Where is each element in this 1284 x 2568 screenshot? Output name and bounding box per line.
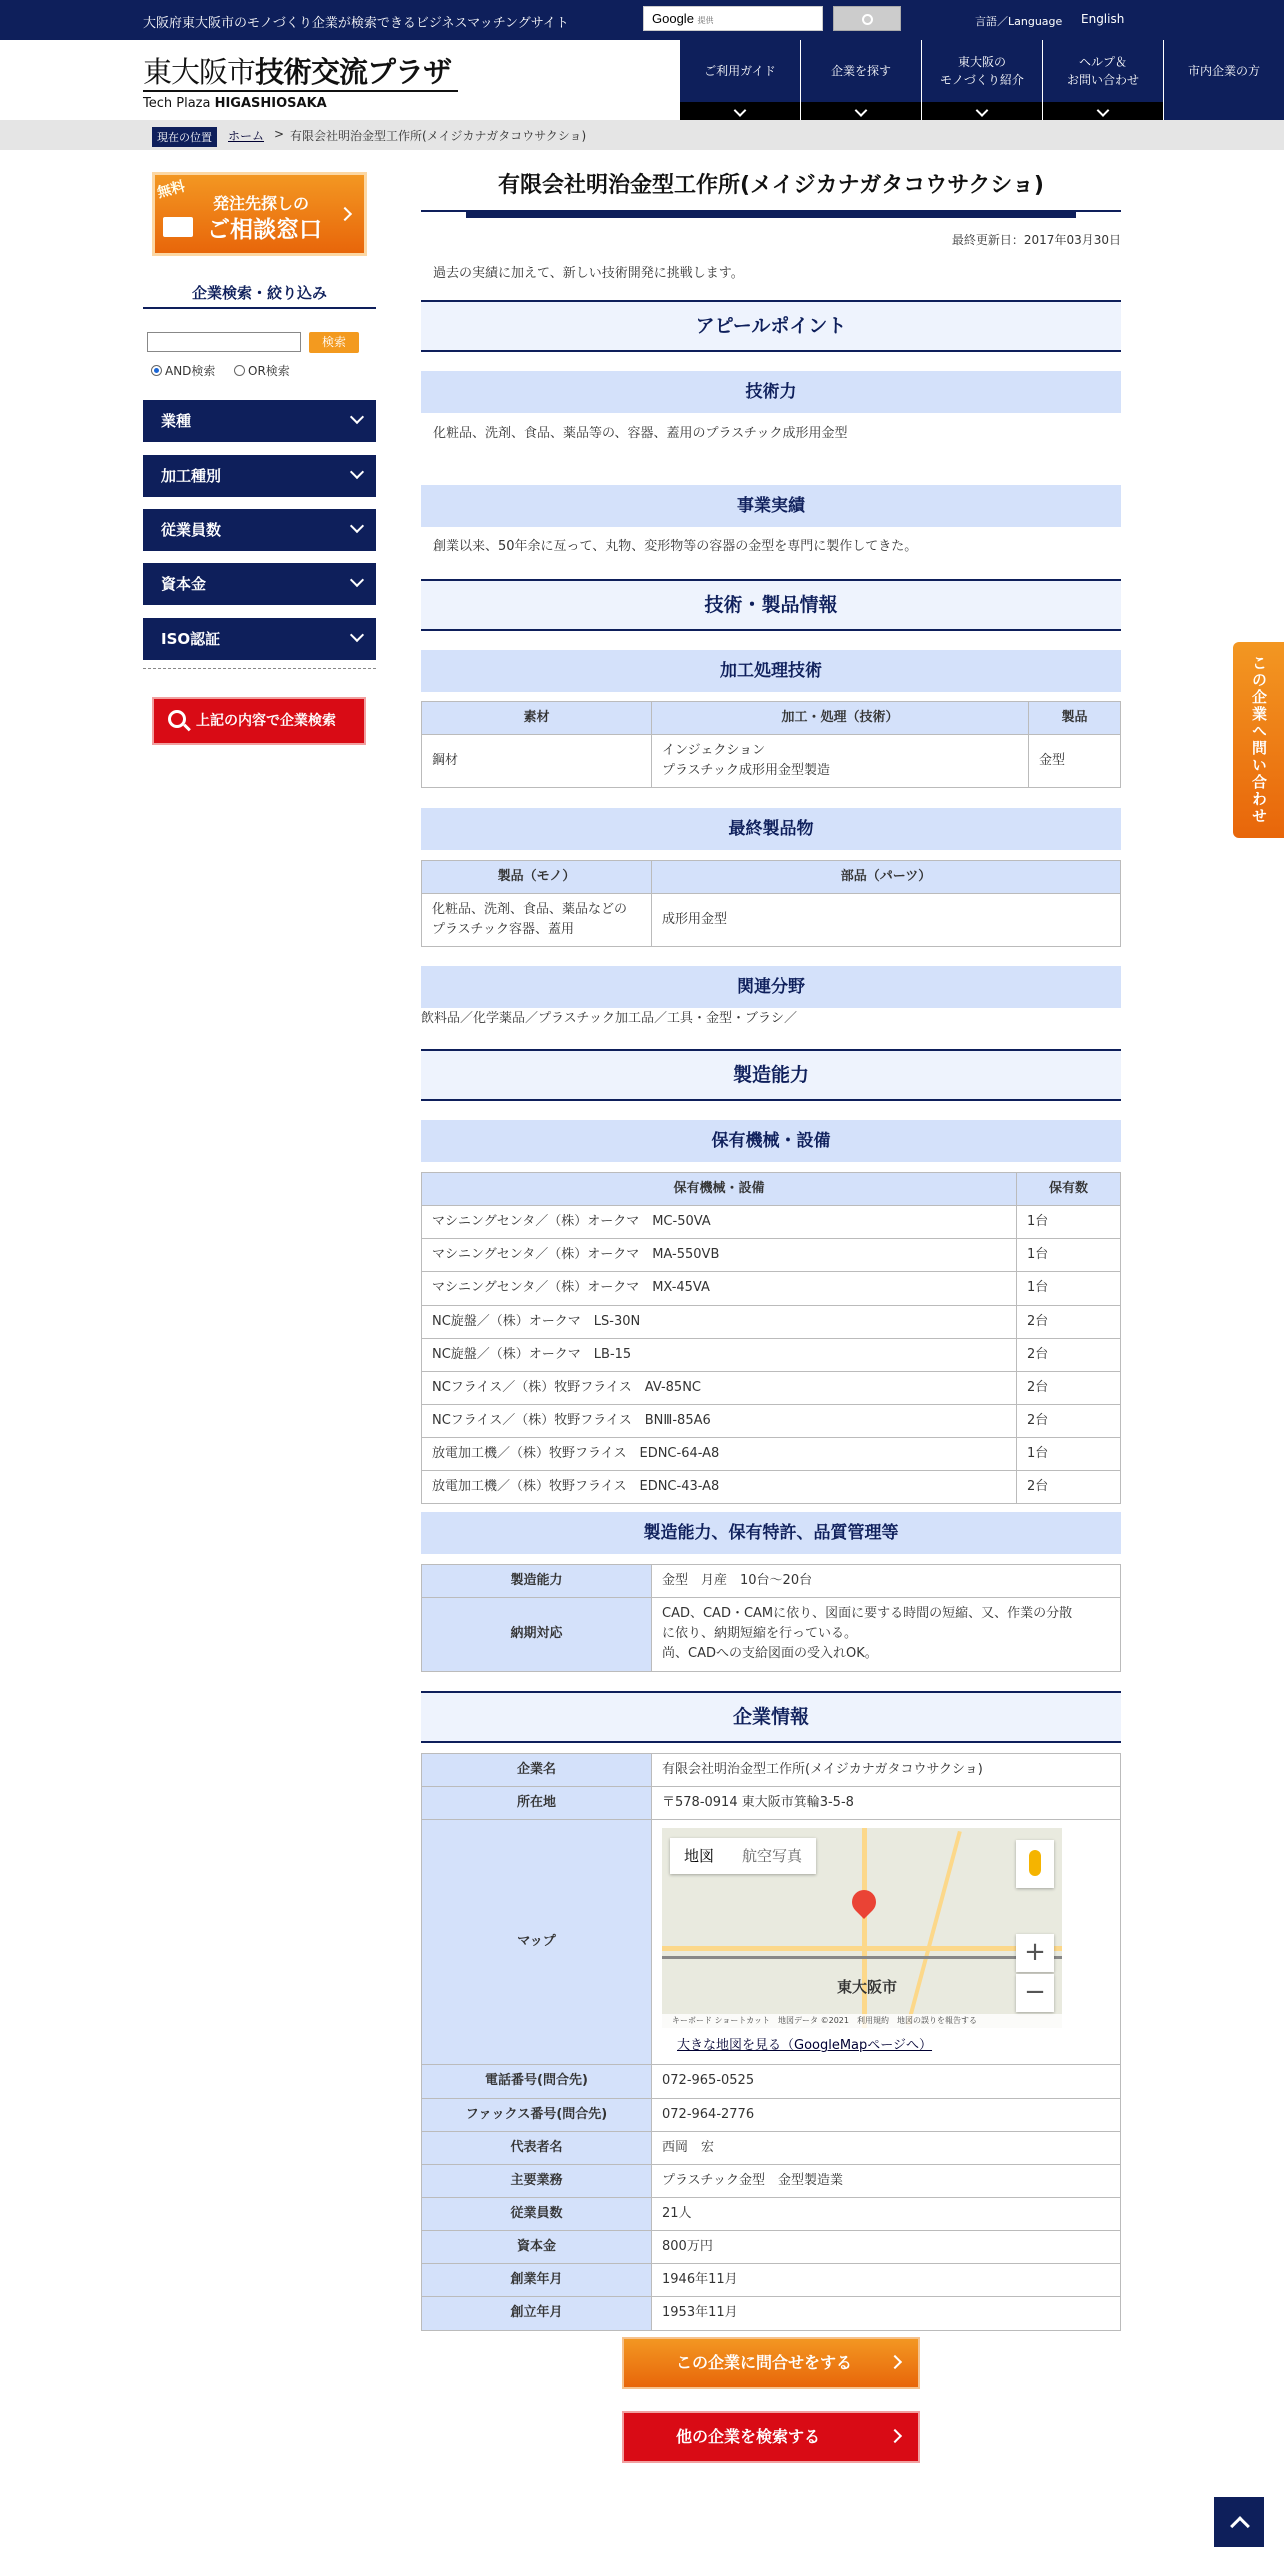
chevron-down-icon xyxy=(350,573,364,587)
breadcrumb-here-badge: 現在の位置 xyxy=(152,127,217,147)
logo-main: 技術交流プラザ xyxy=(255,55,452,89)
title-bar xyxy=(466,212,1076,218)
final-product-line2: プラスチック容器、蓋用 xyxy=(432,922,574,938)
global-nav xyxy=(680,40,1284,120)
process-line2: プラスチック成形用金型製造 xyxy=(662,763,830,779)
radio-or-dot[interactable] xyxy=(234,365,245,376)
equipment-name: マシニングセンタ／（株）オークマ MC-50VA xyxy=(422,1206,1017,1239)
table-row xyxy=(422,1272,1121,1305)
logo-prefix: 東大阪市 xyxy=(143,55,256,89)
table-header-row xyxy=(422,1173,1121,1206)
table-row xyxy=(422,2164,1121,2197)
filter-iso-label: ISO認証 xyxy=(161,630,221,648)
cell-parts: 成形用金型 xyxy=(652,894,1121,947)
final-product-line1: 化粧品、洗剤、食品、薬品などの xyxy=(432,902,628,918)
fax-label: ファックス番号(問合先) xyxy=(422,2098,652,2131)
filter-capital[interactable] xyxy=(143,563,376,605)
cell-final-product xyxy=(422,894,652,947)
equipment-count: 2台 xyxy=(1017,1338,1121,1371)
back-to-top-button[interactable] xyxy=(1214,2497,1264,2547)
radio-or[interactable] xyxy=(234,362,290,379)
map-cell xyxy=(652,1820,1121,2065)
equipment-count: 1台 xyxy=(1017,1206,1121,1239)
logo-en-prefix: Tech Plaza xyxy=(143,96,215,111)
fax: 072-964-2776 xyxy=(652,2098,1121,2131)
subsection-tech: 技術力 xyxy=(421,371,1121,413)
nav-monozukuri[interactable] xyxy=(921,40,1042,120)
top-bar xyxy=(0,0,1284,40)
breadcrumb-home-link[interactable]: ホーム xyxy=(228,129,265,143)
google-label: Google xyxy=(652,11,694,26)
th-parts: 部品（パーツ） xyxy=(652,861,1121,894)
chevron-down-icon xyxy=(350,519,364,533)
table-header-row xyxy=(422,861,1121,894)
th-product: 製品 xyxy=(1029,702,1121,735)
table-row xyxy=(422,1305,1121,1338)
map-tab-map[interactable]: 地図 xyxy=(684,1847,715,1866)
cell-product: 金型 xyxy=(1029,735,1121,788)
google-search-button[interactable] xyxy=(833,6,901,31)
equipment-count: 1台 xyxy=(1017,1239,1121,1272)
related-text: 飲料品／化学薬品／プラスチック加工品／工具・金型・ブラシ／ xyxy=(421,1011,797,1026)
table-row xyxy=(422,1338,1121,1371)
final-products-table xyxy=(421,860,1121,947)
inquiry-button[interactable] xyxy=(622,2337,920,2389)
equipment-name: マシニングセンタ／（株）オークマ MA-550VB xyxy=(422,1239,1017,1272)
equipment-count: 1台 xyxy=(1017,1438,1121,1471)
map-road xyxy=(906,1831,962,2025)
established: 1953年11月 xyxy=(652,2297,1121,2330)
section-capability: 製造能力 xyxy=(421,1049,1121,1101)
th-count: 保有数 xyxy=(1017,1173,1121,1206)
founded-label: 創業年月 xyxy=(422,2264,652,2297)
table-row xyxy=(422,1565,1121,1598)
table-row xyxy=(422,2197,1121,2230)
nav-monozukuri-label: 東大阪の モノづくり紹介 xyxy=(940,55,1024,87)
logo-english xyxy=(143,96,327,111)
table-row xyxy=(422,735,1121,788)
representative: 西岡 宏 xyxy=(652,2131,1121,2164)
record-text: 創業以来、50年余に亙って、丸物、変形物等の容器の金型を専門に製作してきた。 xyxy=(433,539,918,554)
nav-guide-label: ご利用ガイド xyxy=(704,64,776,78)
map-pin-icon[interactable] xyxy=(847,1885,881,1919)
google-map[interactable] xyxy=(662,1828,1062,2028)
breadcrumb-separator: > xyxy=(274,127,285,141)
employees-label: 従業員数 xyxy=(422,2197,652,2230)
cell-material: 鋼材 xyxy=(422,735,652,788)
table-row xyxy=(422,2297,1121,2330)
table-row xyxy=(422,2065,1121,2098)
delivery-line3: 尚、CADへの支給図面の受入れOK。 xyxy=(662,1646,878,1662)
chevron-right-icon xyxy=(888,2355,902,2369)
map-footer: キーボード ショートカット 地図データ ©2021 利用規約 地図の誤りを報告する xyxy=(662,2014,1062,2028)
google-search-input[interactable] xyxy=(643,6,823,31)
nav-help[interactable] xyxy=(1042,40,1163,120)
filter-industry[interactable] xyxy=(143,400,376,442)
subsection-equipment: 保有機械・設備 xyxy=(421,1120,1121,1162)
delivery-label: 納期対応 xyxy=(422,1598,652,1671)
filter-search-label: 上記の内容で企業検索 xyxy=(196,713,336,729)
search-other-button-label: 他の企業を検索する xyxy=(676,2427,821,2446)
subsection-related: 関連分野 xyxy=(421,966,1121,1008)
street-view-pegman-icon[interactable] xyxy=(1016,1840,1054,1888)
equipment-name: 放電加工機／（株）牧野フライス EDNC-64-A8 xyxy=(422,1438,1017,1471)
site-logo[interactable] xyxy=(143,50,451,91)
radio-and-label: AND検索 xyxy=(165,364,216,378)
table-header-row xyxy=(422,702,1121,735)
filter-process-type[interactable] xyxy=(143,455,376,497)
equipment-name: マシニングセンタ／（株）オークマ MX-45VA xyxy=(422,1272,1017,1305)
equipment-count: 1台 xyxy=(1017,1272,1121,1305)
zoom-out-button[interactable]: − xyxy=(1016,1974,1054,2012)
page-title: 有限会社明治金型工作所(メイジカナガタコウサクショ) xyxy=(498,173,1044,198)
th-material: 素材 xyxy=(422,702,652,735)
search-icon xyxy=(168,710,186,728)
chevron-down-icon xyxy=(976,104,989,117)
address-label: 所在地 xyxy=(422,1787,652,1820)
map-tab-satellite[interactable]: 航空写真 xyxy=(742,1847,803,1866)
english-link[interactable]: English xyxy=(1081,12,1125,26)
company-table xyxy=(421,1753,1121,2331)
equipment-name: NCフライス／（株）牧野フライス BNⅢ-85A6 xyxy=(422,1404,1017,1437)
table-row xyxy=(422,1371,1121,1404)
delivery-line2: に依り、納期短縮を行っている。 xyxy=(662,1626,858,1642)
consultation-banner[interactable] xyxy=(152,172,367,256)
map-city-label: 東大阪市 xyxy=(837,1978,898,1997)
founded: 1946年11月 xyxy=(652,2264,1121,2297)
nav-guide[interactable] xyxy=(680,40,800,120)
capacity-value: 金型 月産 10台～20台 xyxy=(652,1565,1121,1598)
logo-underline xyxy=(143,90,458,92)
representative-label: 代表者名 xyxy=(422,2131,652,2164)
logo-en-main: HIGASHIOSAKA xyxy=(214,96,327,111)
search-title-underline xyxy=(143,307,376,309)
last-updated: 最終更新日：2017年03月30日 xyxy=(951,233,1121,247)
radio-and[interactable] xyxy=(151,362,215,379)
subsection-record: 事業実績 xyxy=(421,485,1121,527)
nav-local-company-label: 市内企業の方 xyxy=(1187,64,1260,78)
chevron-right-icon xyxy=(338,207,352,221)
established-label: 創立年月 xyxy=(422,2297,652,2330)
subsection-quality: 製造能力、保有特許、品質管理等 xyxy=(421,1512,1121,1554)
cell-process xyxy=(652,735,1029,788)
section-tech-info: 技術・製品情報 xyxy=(421,579,1121,631)
table-row xyxy=(422,1754,1121,1787)
chevron-down-icon xyxy=(1097,104,1110,117)
banner-line2: ご相談窓口 xyxy=(207,217,322,243)
table-row xyxy=(422,2098,1121,2131)
tel-label: 電話番号(問合先) xyxy=(422,2065,652,2098)
table-row xyxy=(422,894,1121,947)
chevron-right-icon xyxy=(888,2429,902,2443)
large-map-link[interactable]: 大きな地図を見る（GoogleMapページへ） xyxy=(677,2038,933,2054)
lead-text: 過去の実績に加えて、新しい技術開発に挑戦します。 xyxy=(433,266,744,281)
radio-or-label: OR検索 xyxy=(248,364,290,378)
delivery-value xyxy=(652,1598,1121,1671)
filter-process-label: 加工種別 xyxy=(161,467,222,485)
tech-text: 化粧品、洗剤、食品、薬品等の、容器、蓋用のプラスチック成形用金型 xyxy=(433,426,848,441)
section-appeal: アピールポイント xyxy=(421,300,1121,352)
search-title: 企業検索・絞り込み xyxy=(191,284,327,302)
quality-table xyxy=(421,1564,1121,1672)
filter-search-button[interactable] xyxy=(152,697,366,745)
equipment-name: NC旋盤／（株）オークマ LB-15 xyxy=(422,1338,1017,1371)
chevron-down-icon xyxy=(350,628,364,642)
table-row xyxy=(422,1598,1121,1671)
table-row xyxy=(422,2131,1121,2164)
table-row xyxy=(422,1206,1121,1239)
business-label: 主要業務 xyxy=(422,2164,652,2197)
th-equipment: 保有機械・設備 xyxy=(422,1173,1017,1206)
table-row xyxy=(422,1404,1121,1437)
capacity-label: 製造能力 xyxy=(422,1565,652,1598)
equipment-name: NCフライス／（株）牧野フライス AV-85NC xyxy=(422,1371,1017,1404)
nav-help-label: ヘルプ＆ お問い合わせ xyxy=(1066,55,1139,87)
employees: 21人 xyxy=(652,2197,1121,2230)
keyword-search-button[interactable]: 検索 xyxy=(309,332,359,353)
th-product-mono: 製品（モノ） xyxy=(422,861,652,894)
company-name: 有限会社明治金型工作所(メイジカナガタコウサクショ) xyxy=(652,1754,1121,1787)
nav-find-company-label: 企業を探す xyxy=(830,64,891,78)
equipment-count: 2台 xyxy=(1017,1371,1121,1404)
filter-employees-label: 従業員数 xyxy=(161,521,222,539)
filter-iso[interactable] xyxy=(143,618,376,660)
chevron-down-icon xyxy=(350,410,364,424)
keyword-search-input[interactable] xyxy=(147,332,301,352)
nav-find-company[interactable] xyxy=(800,40,921,120)
map-type-tabs xyxy=(670,1838,816,1874)
nav-local-company[interactable] xyxy=(1163,40,1284,120)
zoom-in-button[interactable]: + xyxy=(1016,1934,1054,1972)
filter-industry-label: 業種 xyxy=(161,412,192,430)
subsection-process: 加工処理技術 xyxy=(421,650,1121,692)
breadcrumb-current: 有限会社明治金型工作所(メイジカナガタコウサクショ) xyxy=(290,129,587,143)
equipment-count: 2台 xyxy=(1017,1305,1121,1338)
banner-free-label: 無料 xyxy=(155,178,187,202)
address: 〒578-0914 東大阪市箕輪3-5-8 xyxy=(652,1787,1121,1820)
language-link[interactable]: 言語／Language xyxy=(975,15,1063,28)
table-row xyxy=(422,1239,1121,1272)
radio-and-dot[interactable] xyxy=(151,365,162,376)
table-row xyxy=(422,1438,1121,1471)
process-table xyxy=(421,701,1121,788)
capital-label: 資本金 xyxy=(422,2231,652,2264)
equipment-table xyxy=(421,1172,1121,1504)
delivery-line1: CAD、CAD・CAMに依り、図面に要する時間の短縮、又、作業の分散 xyxy=(662,1606,1073,1622)
equipment-name: NC旋盤／（株）オークマ LS-30N xyxy=(422,1305,1017,1338)
company-name-label: 企業名 xyxy=(422,1754,652,1787)
table-row xyxy=(422,1787,1121,1820)
chevron-down-icon xyxy=(350,465,364,479)
th-process: 加工・処理（技術） xyxy=(652,702,1029,735)
equipment-name: 放電加工機／（株）牧野フライス EDNC-43-A8 xyxy=(422,1471,1017,1504)
table-row xyxy=(422,1471,1121,1504)
google-sub: 提供 xyxy=(697,16,714,25)
table-row xyxy=(422,2264,1121,2297)
banner-line1: 発注先探しの xyxy=(213,194,310,213)
envelope-icon xyxy=(163,217,193,237)
tel: 072-965-0525 xyxy=(652,2065,1121,2098)
breadcrumb xyxy=(0,120,1284,150)
table-row xyxy=(422,1820,1121,2065)
capital: 800万円 xyxy=(652,2231,1121,2264)
site-tagline: 大阪府東大阪市のモノづくり企業が検索できるビジネスマッチングサイト xyxy=(143,16,569,31)
chevron-down-icon xyxy=(855,104,868,117)
filter-employees[interactable] xyxy=(143,509,376,551)
equipment-count: 2台 xyxy=(1017,1404,1121,1437)
filter-capital-label: 資本金 xyxy=(161,575,207,593)
chevron-down-icon xyxy=(734,104,747,117)
section-company-info: 企業情報 xyxy=(421,1691,1121,1743)
search-other-button[interactable] xyxy=(622,2411,920,2463)
map-label: マップ xyxy=(422,1820,652,2065)
business: プラスチック金型 金型製造業 xyxy=(652,2164,1121,2197)
sidebar-divider xyxy=(143,668,376,669)
equipment-count: 2台 xyxy=(1017,1471,1121,1504)
map-rail xyxy=(662,1956,1062,1959)
site-header xyxy=(0,40,1284,120)
subsection-final-products: 最終製品物 xyxy=(421,808,1121,850)
process-line1: インジェクション xyxy=(662,743,766,759)
side-inquiry-tab[interactable]: この企業へ問い合わせ xyxy=(1233,642,1284,838)
table-row xyxy=(422,2231,1121,2264)
inquiry-button-label: この企業に問合せをする xyxy=(676,2353,853,2372)
